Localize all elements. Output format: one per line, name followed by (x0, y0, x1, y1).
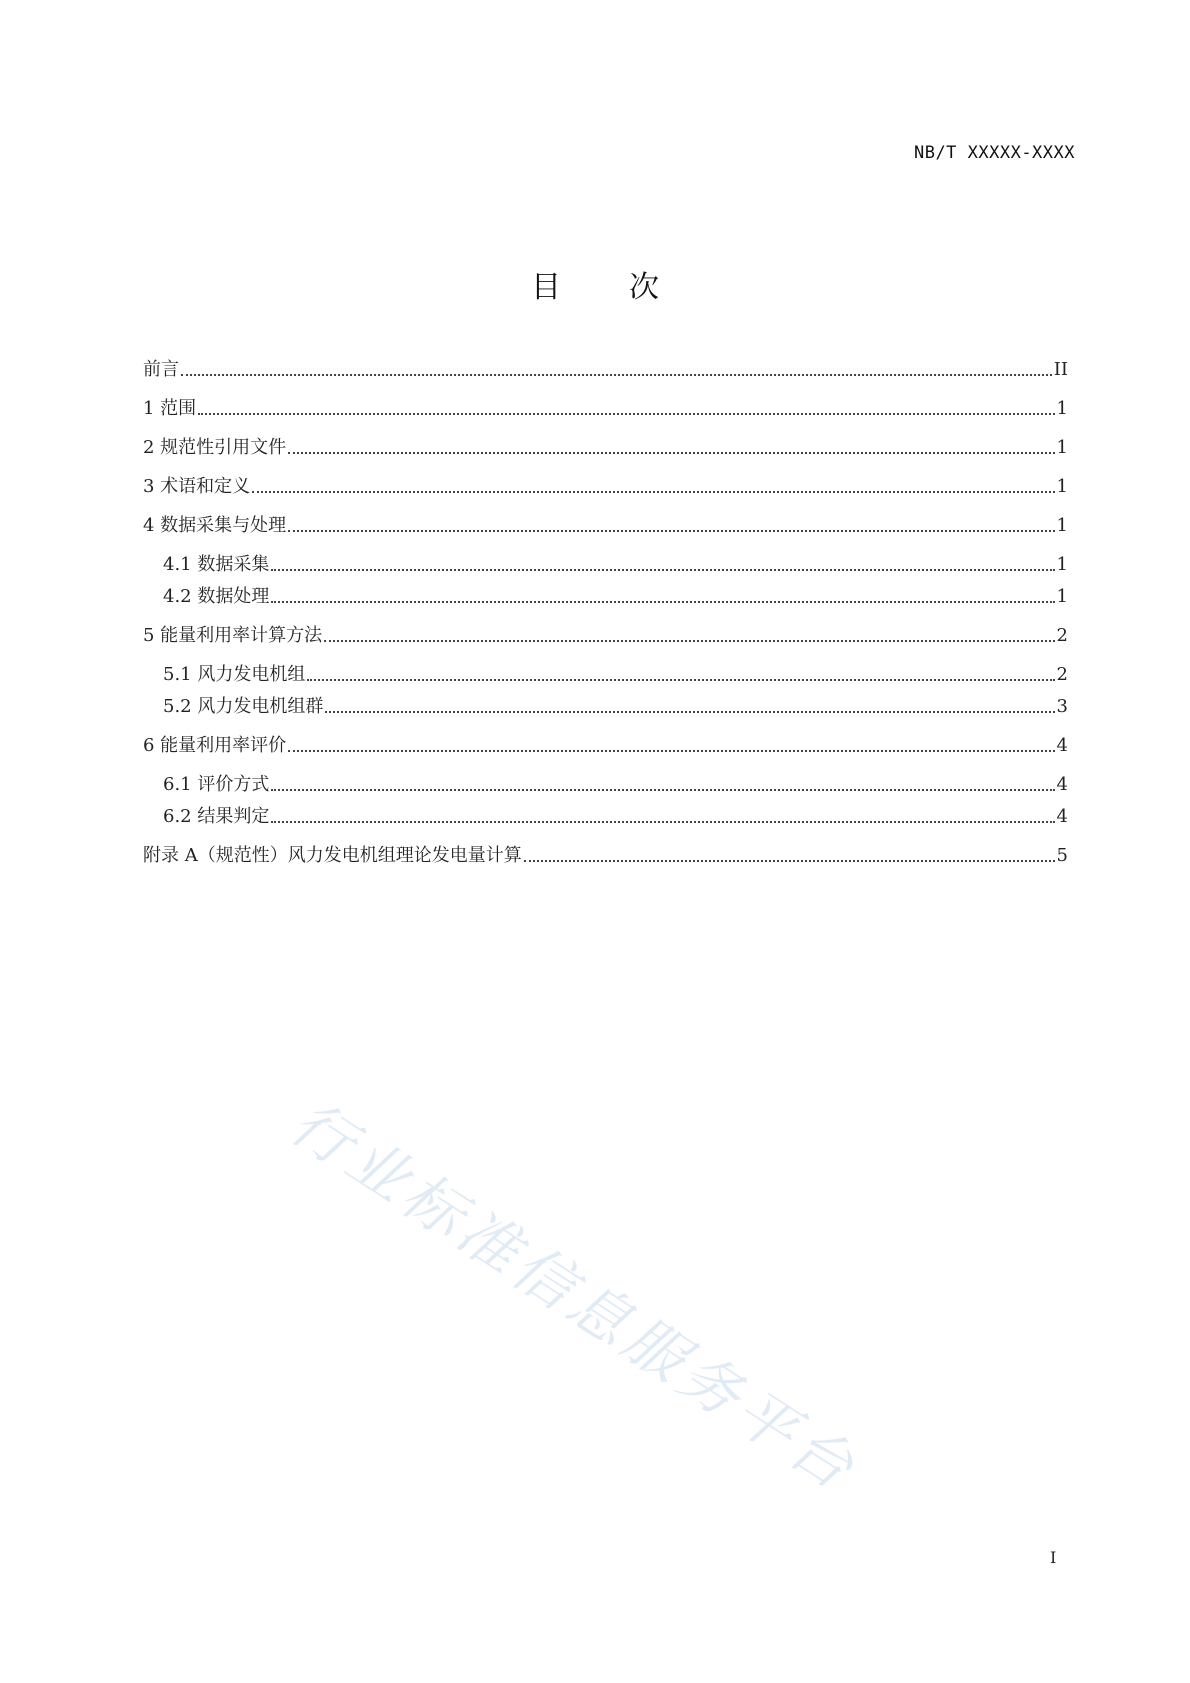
title-char-1: 目 (531, 270, 561, 305)
toc-entry-terms-definitions[interactable] (143, 474, 1068, 500)
page-number: I (1050, 1548, 1057, 1567)
toc-entry-scope[interactable] (143, 396, 1068, 422)
toc-entry-label: 5.1 风力发电机组 (163, 664, 306, 685)
toc-entry-label: 3 术语和定义 (143, 476, 251, 497)
toc-leader-dots (288, 530, 1054, 532)
toc-leader-dots (288, 452, 1054, 454)
toc-entry-foreword[interactable] (143, 357, 1068, 383)
toc-entry-page: II (1053, 359, 1068, 380)
toc-entry-label: 4.1 数据采集 (163, 554, 270, 575)
toc-leader-dots (181, 374, 1052, 376)
toc-entry-label: 附录 A（规范性）风力发电机组理论发电量计算 (143, 845, 522, 866)
toc-entry-page: 1 (1056, 437, 1068, 458)
toc-leader-dots (524, 860, 1055, 862)
toc-entry-calculation-method[interactable] (143, 623, 1068, 649)
toc-entry-label: 6 能量利用率评价 (143, 735, 287, 756)
watermark: 行业标准信息服务平台 (278, 1087, 870, 1507)
toc-entry-data-processing[interactable] (163, 584, 1068, 610)
toc-entry-page: 1 (1056, 554, 1068, 575)
toc-leader-dots (271, 601, 1054, 603)
toc-entry-label: 4 数据采集与处理 (143, 515, 287, 536)
toc-leader-dots (324, 640, 1054, 642)
toc-leader-dots (307, 679, 1054, 681)
toc-entry-normative-references[interactable] (143, 435, 1068, 461)
toc-leader-dots (271, 789, 1054, 791)
toc-entry-appendix-a[interactable] (143, 843, 1068, 869)
toc-entry-page: 1 (1056, 515, 1068, 536)
toc-entry-evaluation[interactable] (143, 733, 1068, 759)
toc-entry-label: 1 范围 (143, 398, 197, 419)
toc-entry-wind-turbine-group[interactable] (163, 694, 1068, 720)
title-char-2: 次 (629, 270, 659, 305)
toc-entry-label: 前言 (143, 359, 179, 380)
toc-leader-dots (271, 569, 1054, 571)
toc-leader-dots (271, 821, 1054, 823)
toc-entry-data-collection-processing[interactable] (143, 513, 1068, 539)
toc-entry-wind-turbine[interactable] (163, 662, 1068, 688)
toc-entry-page: 1 (1056, 398, 1068, 419)
toc-entry-page: 4 (1056, 774, 1068, 795)
toc-entry-label: 4.2 数据处理 (163, 586, 270, 607)
toc-leader-dots (198, 413, 1054, 415)
toc-entry-label: 2 规范性引用文件 (143, 437, 287, 458)
toc-entry-page: 2 (1056, 664, 1068, 685)
document-code: NB/T XXXXX-XXXX (913, 143, 1075, 163)
toc-entry-page: 3 (1056, 696, 1068, 717)
toc-entry-page: 1 (1056, 586, 1068, 607)
toc-leader-dots (252, 491, 1054, 493)
toc-leader-dots (325, 711, 1054, 713)
toc-leader-dots (288, 750, 1054, 752)
toc-entry-label: 5 能量利用率计算方法 (143, 625, 323, 646)
toc-entry-data-collection[interactable] (163, 552, 1068, 578)
toc-entry-page: 4 (1056, 806, 1068, 827)
toc-entry-page: 1 (1056, 476, 1068, 497)
toc-entry-evaluation-method[interactable] (163, 772, 1068, 798)
toc-entry-result-judgment[interactable] (163, 804, 1068, 830)
toc-entry-label: 5.2 风力发电机组群 (163, 696, 324, 717)
toc-entry-label: 6.2 结果判定 (163, 806, 270, 827)
toc-entry-page: 4 (1056, 735, 1068, 756)
toc-entry-page: 5 (1056, 845, 1068, 866)
toc-entry-page: 2 (1056, 625, 1068, 646)
toc-entry-label: 6.1 评价方式 (163, 774, 270, 795)
